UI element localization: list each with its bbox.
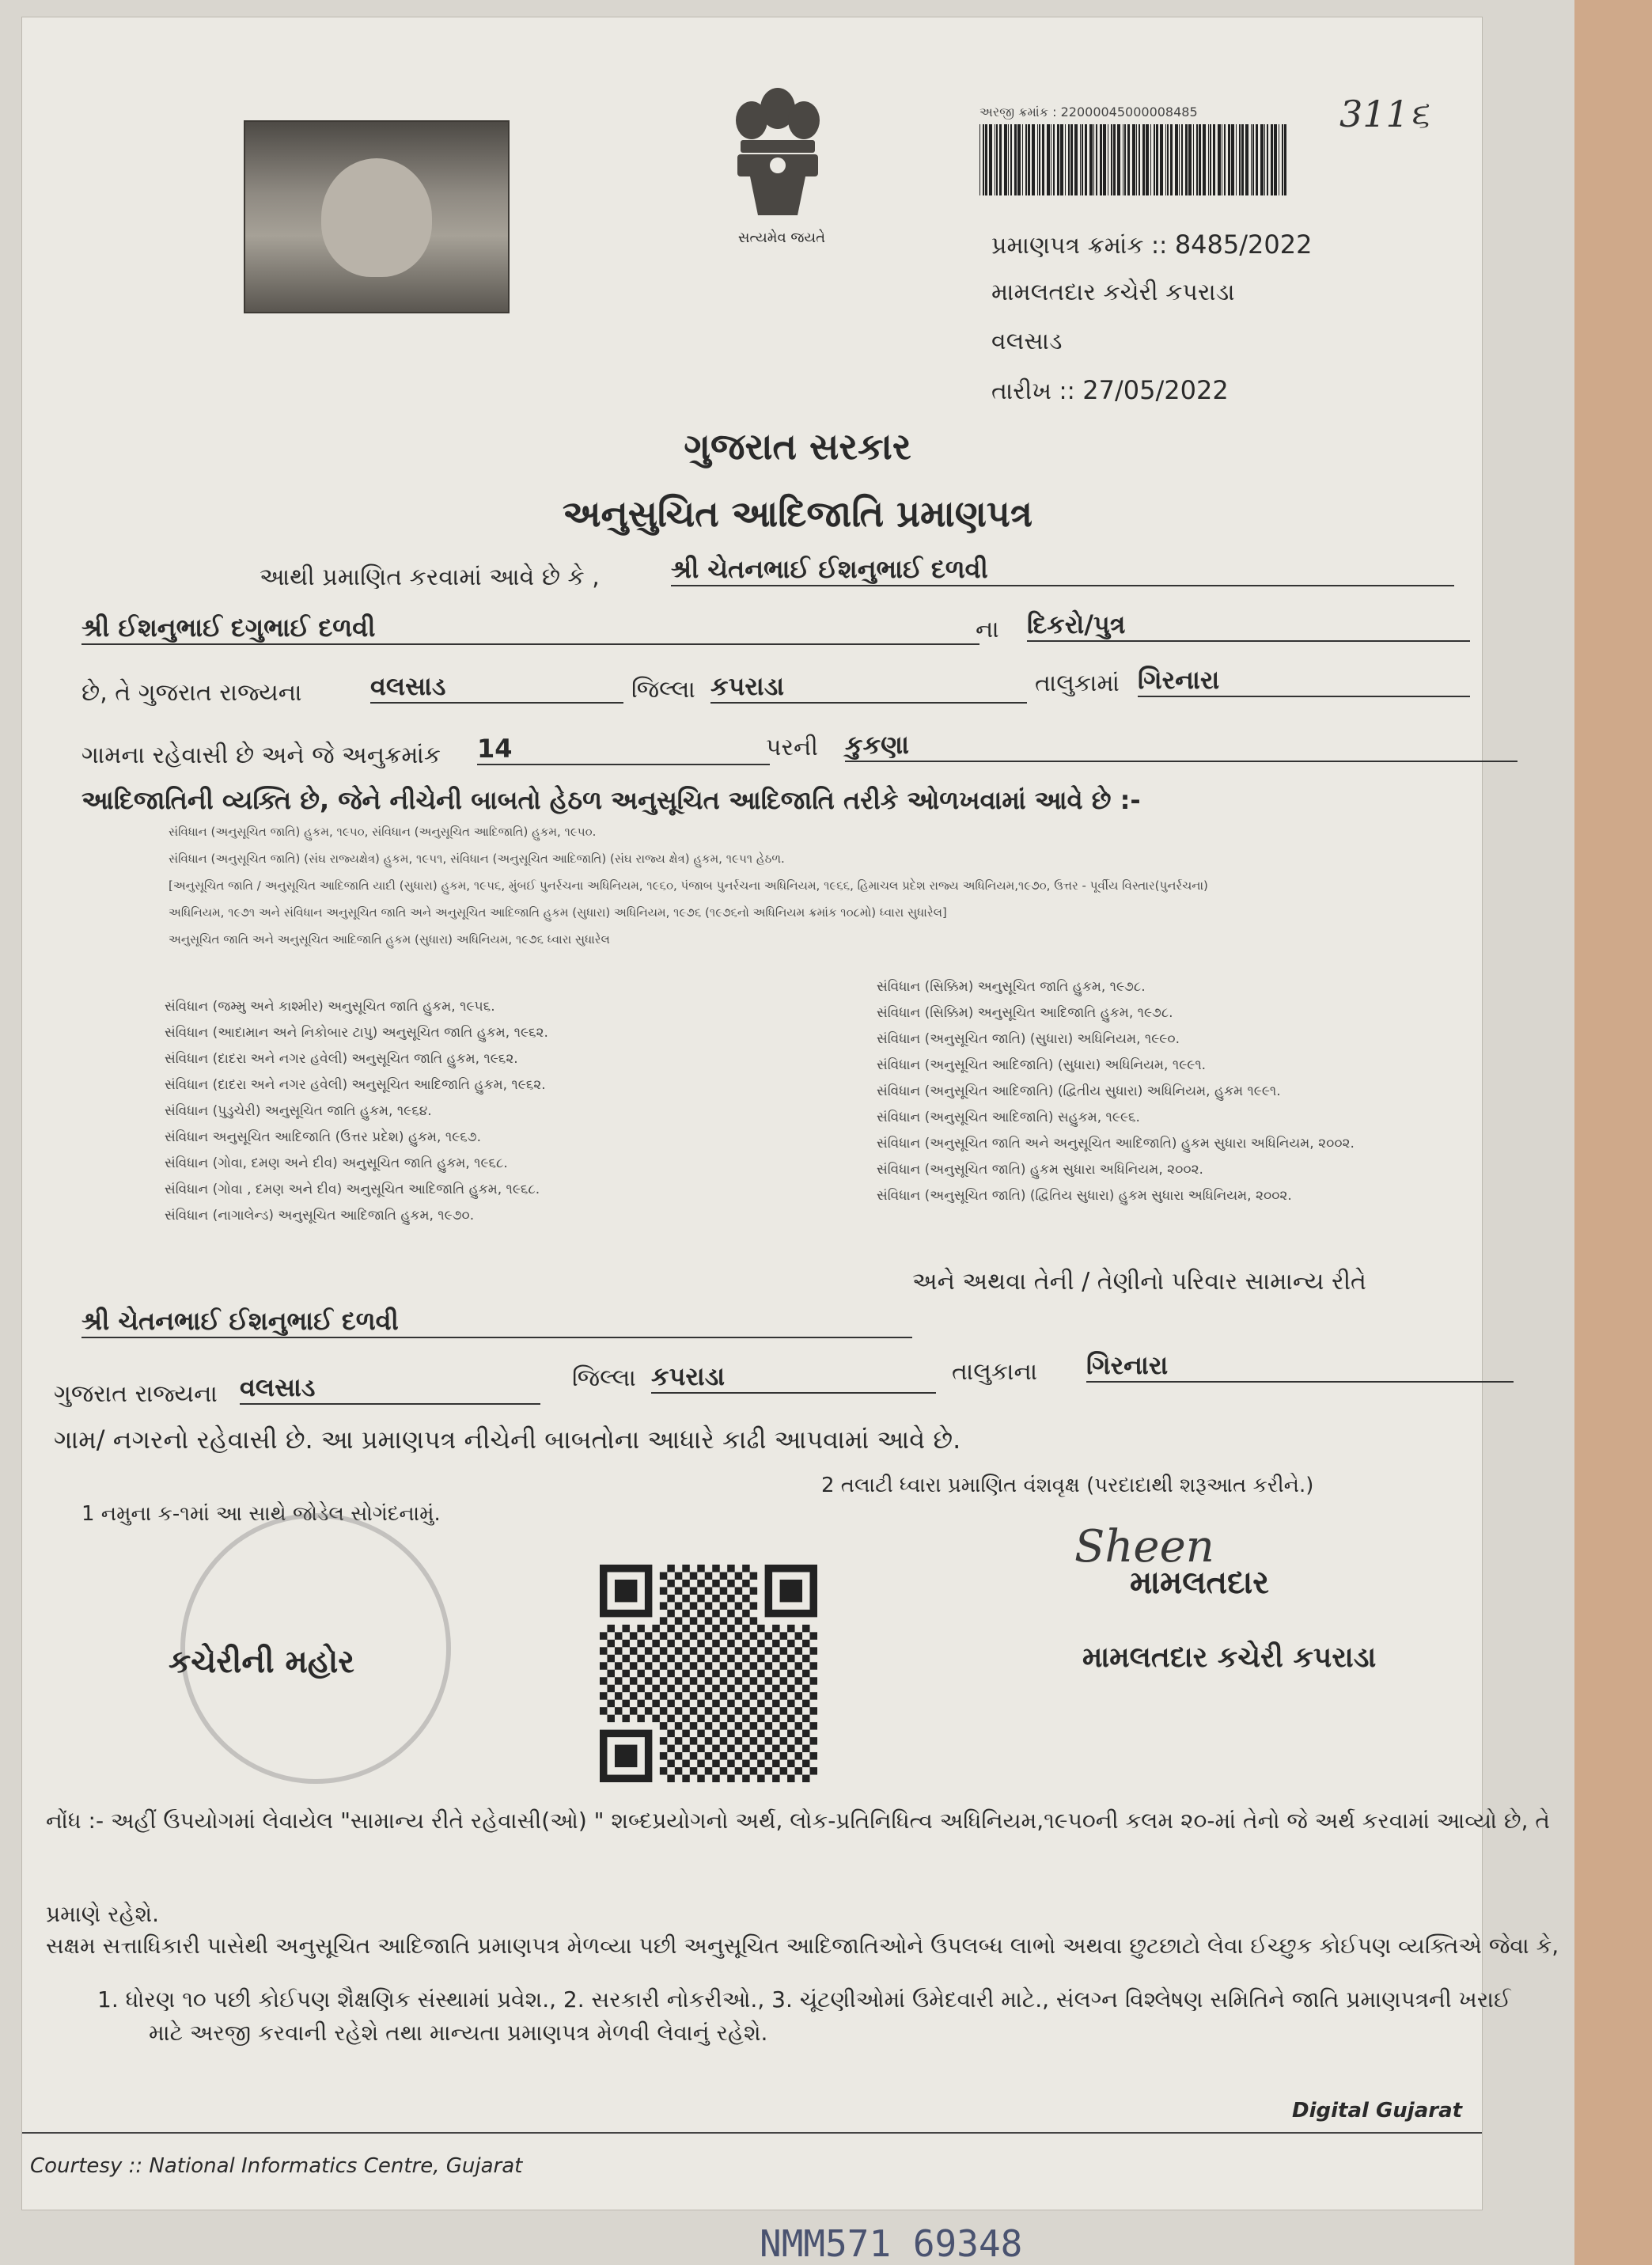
village-value: ગિરનારા	[1138, 665, 1470, 697]
relation: દિકરો/પુત્ર	[1027, 609, 1470, 642]
issue-date-line	[991, 375, 1229, 405]
order-top-3: [અનુસૂચિત જાતિ / અનુસૂચિત આદિજાતિ યાદી (સુધારા) હુકમ, ૧૯૫૬, મુંબઈ પુનર્રચના અધિનિયમ, ૧૯૬૦, પંજાબ પુનર્રચના અધિનિયમ, ૧૯૬૬, હિમાચલ પ્રદેશ રાજ્ય અધિનિયમ,૧૯૭૦, ઉત્તર - પૂર્વીય વિસ્તાર(પુનર્રચના)	[169, 878, 1208, 893]
order-left-1: સંવિધાન (જમ્મુ અને કાશ્મીર) અનુસૂચિત જાતિ હુકમ, ૧૯૫૬.	[165, 999, 495, 1015]
background-edge	[1574, 0, 1652, 2265]
note-2-line-1: સક્ષમ સત્તાધિકારી પાસેથી અનુસૂચિત આદિજાતિ પ્રમાણપત્ર મેળવ્યા પછી અનુસૂચિત આદિજાતિઓને ઉપલબ્ધ લાભો અથવા છુટછાટો લેવા ઈચ્છુક કોઈપણ વ્યક્તિએ જેવા કે,	[46, 1933, 1559, 1959]
note-1-line-1: નોંધ :- અહીં ઉપયોગમાં લેવાયેલ "સામાન્ય રીતે રહેવાસી(ઓ) " શબ્દપ્રયોગનો અર્થ, લોક-પ્રતિનિધિત્વ અધિનિયમ,૧૯૫૦ની કલમ ૨૦-માં તેનો જે અર્થ કરવામાં આવ્યો છે, તે	[46, 1808, 1550, 1834]
barcode	[979, 124, 1292, 195]
order-top-2: સંવિધાન (અનુસૂચિત જાતિ) (સંઘ રાજ્યક્ષેત્ર) હુકમ, ૧૯૫૧, સંવિધાન (અનુસૂચિત આદિજાતિ) (સંઘ રાજ્ય ક્ષેત્ર) હુકમ, ૧૯૫૧ હેઠળ.	[169, 852, 785, 866]
state-label: છે, તે ગુજરાત રાજ્યના	[81, 679, 302, 707]
certificate-title: અનુસુચિત આદિજાતિ પ્રમાણપત્ર	[562, 492, 1032, 535]
order-left-9: સંવિધાન (નાગાલેન્ડ) અનુસૂચિત આદિજાતિ હુકમ, ૧૯૭૦.	[165, 1208, 475, 1224]
state-emblem-icon	[718, 77, 837, 219]
order-left-7: સંવિધાન (ગોવા, દમણ અને દીવ) અનુસૂચિત જાતિ હુકમ, ૧૯૬૮.	[165, 1155, 508, 1171]
order-top-1: સંવિધાન (અનુસૂચિત જાતિ) હુકમ, ૧૯૫૦, સંવિધાન (અનુસૂચિત આદિજાતિ) હુકમ, ૧૯૫૦.	[169, 825, 597, 839]
footer-divider	[22, 2132, 1482, 2134]
order-right-2: સંવિધાન (સિક્કિમ) અનુસૂચિત આદિજાતિ હુકમ, ૧૯૭૮.	[877, 1005, 1173, 1021]
certificate-number-line	[991, 230, 1312, 260]
note-2-line-3: માટે અરજી કરવાની રહેશે તથા માન્યતા પ્રમાણપત્ર મેળવી લેવાનું રહેશે.	[149, 2020, 768, 2046]
certificate-number: 8485/2022	[1174, 230, 1313, 260]
order-top-4: અધિનિયમ, ૧૯૭૧ અને સંવિધાન અનુસૂચિત જાતિ અને અનુસૂચિત આદિજાતિ હુકમ (સુધારા) અધિનિયમ, ૧૯૭૬ (૧૯૭૬નો અધિનિયમ ક્રમાંક ૧૦૮મો) ધ્વારા સુધારેલ]	[169, 905, 947, 920]
note-1-line-2: પ્રમાણે રહેશે.	[46, 1901, 159, 1927]
basis-item-1: 1 નમુના ક-૧માં આ સાથે જોડેલ સોગંદનામું.	[81, 1502, 441, 1526]
order-left-8: સંવિધાન (ગોવા , દમણ અને દીવ) અનુસૂચિત આદિજાતિ હુકમ, ૧૯૬૮.	[165, 1182, 540, 1197]
qr-code	[600, 1565, 817, 1790]
application-label: અરજી ક્રમાંક	[979, 104, 1049, 120]
issue-date: 27/05/2022	[1082, 375, 1229, 405]
certify-text: આથી પ્રમાણિત કરવામાં આવે છે કે ,	[260, 563, 600, 591]
courtesy-text: Courtesy :: National Informatics Centre, Gujarat	[30, 2154, 523, 2178]
village-value-2: ગિરનારા	[1086, 1350, 1514, 1383]
order-left-5: સંવિધાન (પુડુચેરી) અનુસૂચિત જાતિ હુકમ, ૧૯૬૪.	[165, 1103, 432, 1119]
signatory-office: મામલતદાર કચેરી કપરાડા	[1082, 1641, 1377, 1674]
certificate-number-label: પ્રમાણપત્ર ક્રમાંક ::	[991, 232, 1168, 260]
tribe-value: કુકણા	[845, 730, 1517, 762]
note-2-line-2: 1. ધોરણ ૧૦ પછી કોઈપણ શૈક્ષણિક સંસ્થામાં પ્રવેશ., 2. સરકારી નોકરીઓ., 3. ચૂંટણીઓમાં ઉમેદવારી માટે., સંલગ્ન વિશ્લેષણ સમિતિને જાતિ પ્રમાણપત્રની ખરાઈ	[97, 1986, 1511, 2013]
application-number-value: 22000045000008485	[1060, 104, 1198, 120]
order-right-4: સંવિધાન (અનુસૂચિત આદિજાતિ) (સુધારા) અધિનિયમ, ૧૯૯૧.	[877, 1057, 1207, 1073]
orders-left-list	[165, 999, 548, 1234]
applicant-photo	[244, 120, 510, 313]
order-left-3: સંવિધાન (દાદરા અને નગર હવેલી) અનુસૂચિત જાતિ હુકમ, ૧૯૬૨.	[165, 1051, 518, 1067]
order-top-5: અનુસૂચિત જાતિ અને અનુસૂચિત આદિજાતિ હુકમ (સુધારા) અધિનિયમ, ૧૯૭૬ ધ્વારા સુધારેલ	[169, 932, 610, 947]
order-right-3: સંવિધાન (અનુસૂચિત જાતિ) (સુધારા) અધિનિયમ, ૧૯૯૦.	[877, 1031, 1180, 1047]
taluka-value-2: કપરાડા	[651, 1361, 936, 1394]
taluka-label-2: તાલુકાના	[952, 1358, 1038, 1386]
issuing-office: મામલતદાર કચેરી કપરાડા	[991, 279, 1235, 306]
certificate-paper	[22, 17, 1559, 2210]
on-label: પરની	[766, 734, 818, 761]
orders-right-list	[877, 979, 1355, 1214]
handwritten-bottom-number: NMM571 69348	[760, 2222, 1023, 2265]
order-right-8: સંવિધાન (અનુસૂચિત જાતિ) હુકમ સુધારા અધિનિયમ, ૨૦૦૨.	[877, 1162, 1203, 1178]
tribe-recognition-text: આદિજાતિની વ્યક્તિ છે, જેને નીચેની બાબતો હેઠળ અનુસૂચિત આદિજાતિ તરીકે ઓળખવામાં આવે છે :-	[81, 785, 1141, 815]
digital-gujarat-label: Digital Gujarat	[1292, 2099, 1463, 2123]
order-right-9: સંવિધાન (અનુસૂચિત જાતિ) (દ્વિતિય સુધારા) હુકમ સુધારા અધિનિયમ, ૨૦૦૨.	[877, 1188, 1292, 1204]
village-resident-text: ગામ/ નગરનો રહેવાસી છે. આ પ્રમાણપત્ર નીચેની બાબતોના આધારે કાઢી આપવામાં આવે છે.	[54, 1425, 961, 1455]
issuing-district: વલસાડ	[991, 328, 1063, 355]
order-right-1: સંવિધાન (સિક્કિમ) અનુસૂચિત જાતિ હુકમ, ૧૯૭૮.	[877, 979, 1146, 995]
order-left-2: સંવિધાન (આદામાન અને નિકોબાર ટાપુ) અનુસૂચિત જાતિ હુકમ, ૧૯૬૨.	[165, 1025, 548, 1041]
application-number: અરજી ક્રમાંક : 22000045000008485	[979, 104, 1198, 120]
orders-top-list	[169, 825, 1208, 959]
applicant-name: શ્રી ચેતનભાઈ ઈશનુભાઈ દળવી	[671, 554, 1454, 586]
order-right-7: સંવિધાન (અનુસૂચિત જાતિ અને અનુસૂચિત આદિજાતિ) હુકમ સુધારા અધિનિયમ, ૨૦૦૨.	[877, 1136, 1355, 1151]
basis-item-2: 2 તલાટી ધ્વારા પ્રમાણિત વંશવૃક્ષ (પરદાદાથી શરૂઆત કરીને.)	[821, 1474, 1314, 1497]
issue-date-label: તારીખ ::	[991, 378, 1075, 405]
family-text: અને અથવા તેની / તેણીનો પરિવાર સામાન્ય રીતે	[912, 1268, 1366, 1296]
order-right-6: સંવિધાન (અનુસૂચિત આદિજાતિ) સહુકમ, ૧૯૯૬.	[877, 1110, 1140, 1125]
order-right-5: સંવિધાન (અનુસૂચિત આદિજાતિ) (દ્વિતીય સુધારા) અધિનિયમ, હુકમ ૧૯૯૧.	[877, 1083, 1281, 1099]
of-label: ના	[976, 616, 999, 643]
district-value-2: વલસાડ	[240, 1372, 540, 1405]
taluka-value: કપરાડા	[710, 671, 1027, 704]
district-value: વલસાડ	[370, 671, 623, 704]
handwritten-number: 311૬	[1339, 93, 1430, 135]
state-label-2: ગુજરાત રાજ્યના	[54, 1380, 218, 1408]
serial-number: 14	[477, 734, 770, 765]
order-left-6: સંવિધાન અનુસૂચિત આદિજાતિ (ઉત્તર પ્રદેશ) હુકમ, ૧૯૬૭.	[165, 1129, 481, 1145]
government-title: ગુજરાત સરકાર	[684, 425, 911, 468]
order-left-4: સંવિધાન (દાદરા અને નગર હવેલી) અનુસૂચિત આદિજાતિ હુકમ, ૧૯૬૨.	[165, 1077, 546, 1093]
signatory-designation: મામલતદાર	[1130, 1565, 1269, 1601]
seal-label: કચેરીની મહોર	[169, 1644, 354, 1680]
applicant-name-repeat: શ્રી ચેતનભાઈ ઈશનુભાઈ દળવી	[81, 1306, 912, 1338]
signature-scrawl: Sheen	[1074, 1521, 1214, 1573]
resident-label: ગામના રહેવાસી છે અને જે અનુક્રમાંક	[81, 742, 441, 769]
emblem-motto: સત્યમેવ જયતે	[737, 230, 826, 246]
district-label-2: જિલ્લા	[572, 1364, 636, 1392]
father-name: શ્રી ઈશનુભાઈ દગુભાઈ દળવી	[81, 613, 979, 645]
district-label: જિલ્લા	[631, 676, 695, 704]
taluka-label: તાલુકામાં	[1035, 670, 1120, 697]
